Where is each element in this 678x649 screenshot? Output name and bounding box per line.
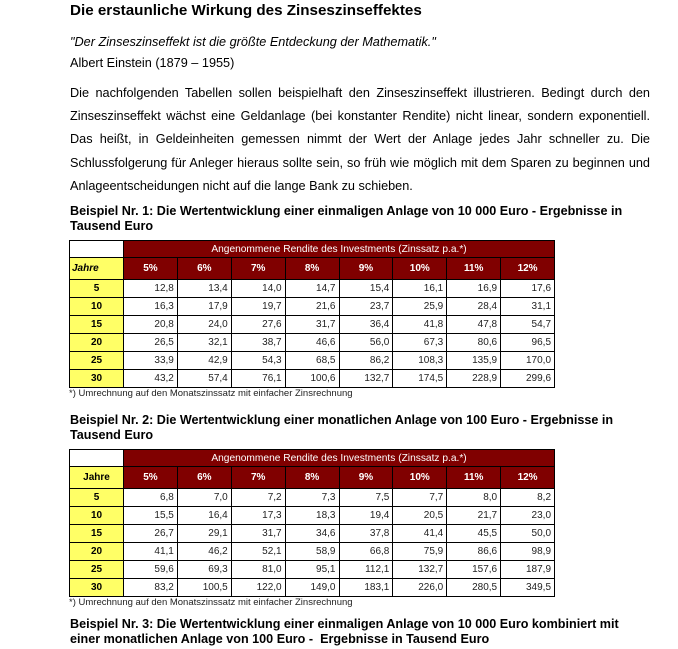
value-cell: 6,8 (124, 489, 178, 507)
value-cell: 15,4 (339, 280, 393, 298)
rate-header: 7% (231, 258, 285, 280)
year-column-header: Jahre (70, 258, 124, 280)
example-2-footnote: *) Umrechnung auf den Monatszinssatz mit einfacher Zinsrechnung (69, 597, 353, 608)
value-cell: 67,3 (393, 334, 447, 352)
value-cell: 21,7 (447, 507, 501, 525)
table-header-row (70, 258, 555, 280)
value-cell: 28,4 (447, 298, 501, 316)
year-cell: 5 (70, 280, 124, 298)
value-cell: 38,7 (231, 334, 285, 352)
value-cell: 8,0 (447, 489, 501, 507)
rate-header: 10% (393, 258, 447, 280)
value-cell: 19,7 (231, 298, 285, 316)
value-cell: 46,6 (285, 334, 339, 352)
table-row (70, 280, 555, 298)
value-cell: 33,9 (124, 352, 178, 370)
value-cell: 7,2 (231, 489, 285, 507)
value-cell: 54,7 (501, 316, 555, 334)
value-cell: 31,1 (501, 298, 555, 316)
value-cell: 187,9 (501, 561, 555, 579)
value-cell: 15,5 (124, 507, 178, 525)
value-cell: 76,1 (231, 370, 285, 388)
value-cell: 58,9 (285, 543, 339, 561)
page-title: Die erstaunliche Wirkung des Zinseszinseffektes (70, 2, 422, 19)
value-cell: 42,9 (177, 352, 231, 370)
value-cell: 100,5 (177, 579, 231, 597)
rate-header: 8% (285, 467, 339, 489)
value-cell: 66,8 (339, 543, 393, 561)
rate-group-header: Angenommene Rendite des Investments (Zinssatz p.a.*) (124, 241, 555, 258)
value-cell: 32,1 (177, 334, 231, 352)
corner-cell (70, 241, 124, 258)
year-column-header: Jahre (70, 467, 124, 489)
value-cell: 7,3 (285, 489, 339, 507)
value-cell: 7,0 (177, 489, 231, 507)
value-cell: 26,7 (124, 525, 178, 543)
value-cell: 132,7 (393, 561, 447, 579)
rate-header: 9% (339, 467, 393, 489)
year-cell: 20 (70, 543, 124, 561)
rate-header: 6% (177, 258, 231, 280)
table-row (70, 525, 555, 543)
value-cell: 280,5 (447, 579, 501, 597)
table-row (70, 352, 555, 370)
table-header-row (70, 467, 555, 489)
rate-header: 5% (124, 467, 178, 489)
value-cell: 17,6 (501, 280, 555, 298)
value-cell: 100,6 (285, 370, 339, 388)
year-cell: 15 (70, 316, 124, 334)
example-2-title: Beispiel Nr. 2: Die Wertentwicklung einer monatlichen Anlage von 100 Euro - Ergebnisse in Tausend Euro (70, 413, 617, 442)
quote-author: Albert Einstein (1879 – 1955) (70, 56, 235, 70)
value-cell: 16,4 (177, 507, 231, 525)
rate-header: 12% (501, 467, 555, 489)
value-cell: 75,9 (393, 543, 447, 561)
value-cell: 98,9 (501, 543, 555, 561)
value-cell: 17,9 (177, 298, 231, 316)
example-1-title: Beispiel Nr. 1: Die Wertentwicklung einer einmaligen Anlage von 10 000 Euro - Ergebnisse in Tausend Euro (70, 204, 626, 233)
value-cell: 299,6 (501, 370, 555, 388)
value-cell: 86,2 (339, 352, 393, 370)
value-cell: 54,3 (231, 352, 285, 370)
value-cell: 68,5 (285, 352, 339, 370)
rate-header: 10% (393, 467, 447, 489)
rate-header: 12% (501, 258, 555, 280)
year-cell: 25 (70, 561, 124, 579)
rate-header: 7% (231, 467, 285, 489)
value-cell: 59,6 (124, 561, 178, 579)
table-row (70, 561, 555, 579)
value-cell: 18,3 (285, 507, 339, 525)
intro-paragraph: Die nachfolgenden Tabellen sollen beispielhaft den Zinseszinseffekt illustrieren. Bedingt durch den Zinseszinseffekt wächst eine Geldanlage (bei konstanter Rendite) nicht linear, sondern exponentiell. Das heißt, in Geldeinheiten gemessen nimmt der Wert der Anlage jedes Jahr schneller zu. Die Schlussfolgerung für Anleger hieraus sollte sein, so früh wie möglich mit dem Sparen zu beginnen und Anlageentscheidungen nicht auf die lange Bank zu schieben. (70, 85, 650, 194)
rate-header: 11% (447, 258, 501, 280)
value-cell: 45,5 (447, 525, 501, 543)
value-cell: 24,0 (177, 316, 231, 334)
value-cell: 157,6 (447, 561, 501, 579)
example-1-footnote: *) Umrechnung auf den Monatszinssatz mit einfacher Zinsrechnung (69, 388, 353, 399)
rate-group-header: Angenommene Rendite des Investments (Zinssatz p.a.*) (124, 450, 555, 467)
year-cell: 30 (70, 579, 124, 597)
value-cell: 37,8 (339, 525, 393, 543)
value-cell: 95,1 (285, 561, 339, 579)
value-cell: 228,9 (447, 370, 501, 388)
table-header-row-group (70, 241, 555, 258)
example-2-table (69, 449, 555, 597)
value-cell: 27,6 (231, 316, 285, 334)
year-cell: 10 (70, 298, 124, 316)
value-cell: 83,2 (124, 579, 178, 597)
value-cell: 41,8 (393, 316, 447, 334)
table-row (70, 298, 555, 316)
value-cell: 36,4 (339, 316, 393, 334)
rate-header: 6% (177, 467, 231, 489)
value-cell: 13,4 (177, 280, 231, 298)
value-cell: 7,5 (339, 489, 393, 507)
value-cell: 16,3 (124, 298, 178, 316)
rate-header: 8% (285, 258, 339, 280)
rate-header: 11% (447, 467, 501, 489)
table-header-row-group (70, 450, 555, 467)
value-cell: 56,0 (339, 334, 393, 352)
value-cell: 149,0 (285, 579, 339, 597)
example-1-table (69, 240, 555, 388)
value-cell: 57,4 (177, 370, 231, 388)
value-cell: 41,1 (124, 543, 178, 561)
value-cell: 26,5 (124, 334, 178, 352)
year-cell: 10 (70, 507, 124, 525)
value-cell: 12,8 (124, 280, 178, 298)
year-cell: 30 (70, 370, 124, 388)
table-row (70, 579, 555, 597)
value-cell: 20,8 (124, 316, 178, 334)
value-cell: 16,1 (393, 280, 447, 298)
value-cell: 31,7 (231, 525, 285, 543)
value-cell: 41,4 (393, 525, 447, 543)
einstein-quote: "Der Zinseszinseffekt ist die größte Entdeckung der Mathematik." (70, 35, 436, 49)
rate-header: 9% (339, 258, 393, 280)
value-cell: 29,1 (177, 525, 231, 543)
value-cell: 112,1 (339, 561, 393, 579)
value-cell: 8,2 (501, 489, 555, 507)
value-cell: 21,6 (285, 298, 339, 316)
value-cell: 46,2 (177, 543, 231, 561)
value-cell: 25,9 (393, 298, 447, 316)
value-cell: 34,6 (285, 525, 339, 543)
value-cell: 16,9 (447, 280, 501, 298)
value-cell: 86,6 (447, 543, 501, 561)
year-cell: 5 (70, 489, 124, 507)
value-cell: 23,7 (339, 298, 393, 316)
value-cell: 349,5 (501, 579, 555, 597)
value-cell: 170,0 (501, 352, 555, 370)
value-cell: 7,7 (393, 489, 447, 507)
value-cell: 14,7 (285, 280, 339, 298)
value-cell: 81,0 (231, 561, 285, 579)
table-row (70, 507, 555, 525)
value-cell: 19,4 (339, 507, 393, 525)
year-cell: 25 (70, 352, 124, 370)
value-cell: 14,0 (231, 280, 285, 298)
value-cell: 43,2 (124, 370, 178, 388)
value-cell: 96,5 (501, 334, 555, 352)
table-row (70, 334, 555, 352)
value-cell: 31,7 (285, 316, 339, 334)
value-cell: 226,0 (393, 579, 447, 597)
corner-cell (70, 450, 124, 467)
value-cell: 47,8 (447, 316, 501, 334)
value-cell: 23,0 (501, 507, 555, 525)
value-cell: 108,3 (393, 352, 447, 370)
table-row (70, 370, 555, 388)
value-cell: 174,5 (393, 370, 447, 388)
table-row (70, 543, 555, 561)
year-cell: 20 (70, 334, 124, 352)
value-cell: 69,3 (177, 561, 231, 579)
value-cell: 52,1 (231, 543, 285, 561)
table-row (70, 489, 555, 507)
value-cell: 80,6 (447, 334, 501, 352)
value-cell: 122,0 (231, 579, 285, 597)
value-cell: 135,9 (447, 352, 501, 370)
example-3-title: Beispiel Nr. 3: Die Wertentwicklung einer einmaligen Anlage von 10 000 Euro kombiniert mit einer monatlichen Anlage von 100 Euro - Ergebnisse in Tausend Euro (70, 617, 623, 646)
value-cell: 17,3 (231, 507, 285, 525)
rate-header: 5% (124, 258, 178, 280)
value-cell: 50,0 (501, 525, 555, 543)
value-cell: 20,5 (393, 507, 447, 525)
value-cell: 183,1 (339, 579, 393, 597)
value-cell: 132,7 (339, 370, 393, 388)
table-row (70, 316, 555, 334)
year-cell: 15 (70, 525, 124, 543)
